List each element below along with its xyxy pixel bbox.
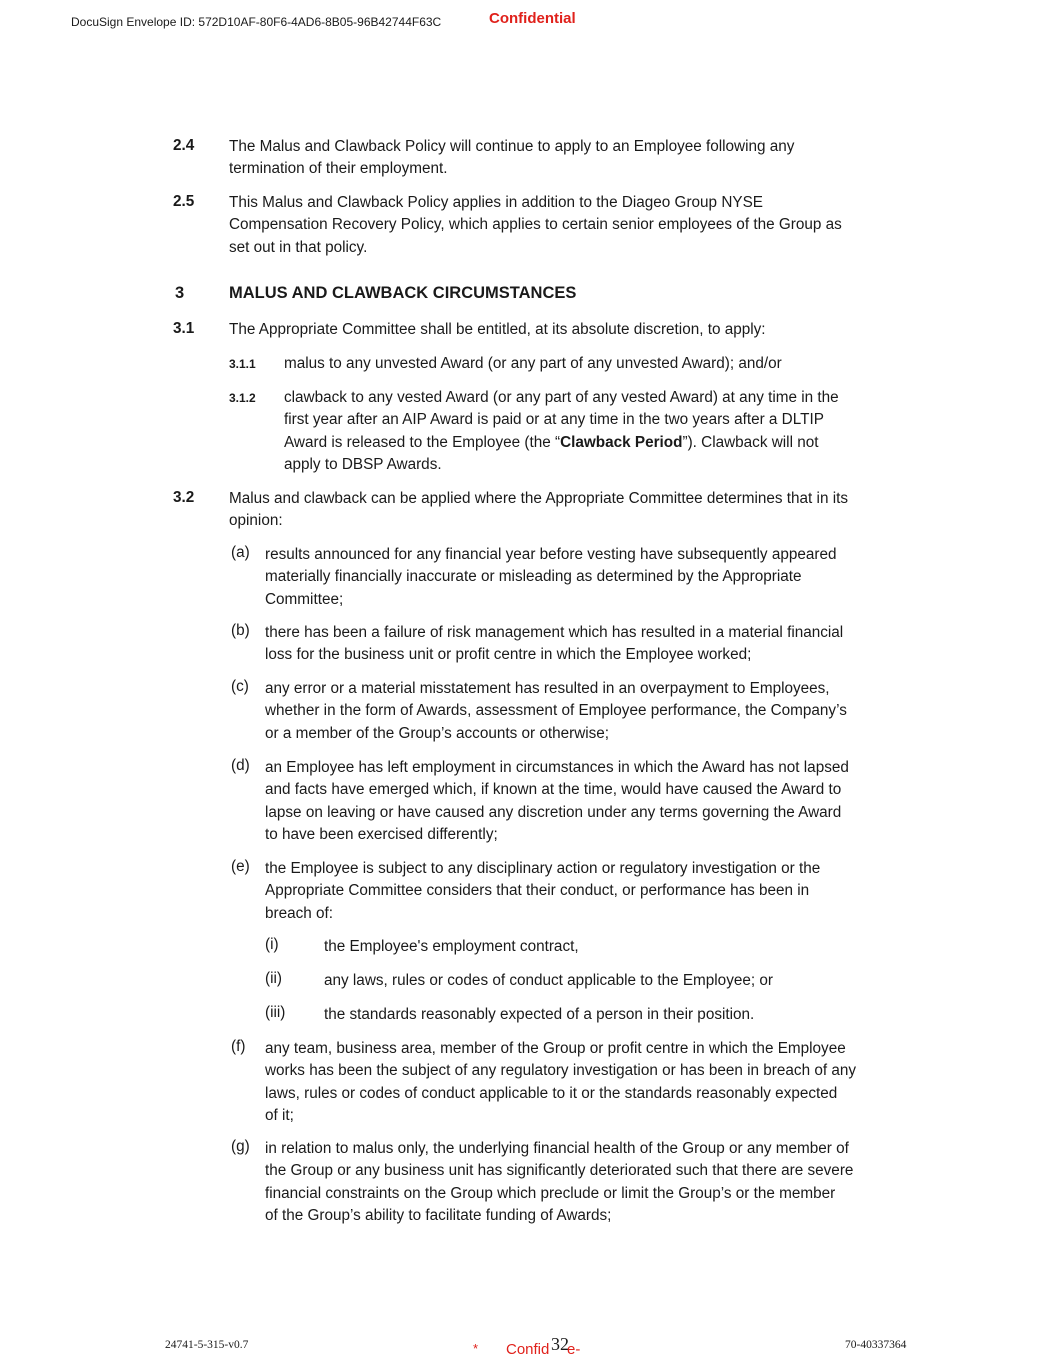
roman-label-ii: (ii)	[265, 970, 282, 987]
text-line: in relation to malus only, the underlying financial health of the Group or any member of	[265, 1140, 849, 1157]
roman-ii-text: any laws, rules or codes of conduct applicable to the Employee; or	[324, 972, 773, 989]
text-line: termination of their employment.	[229, 160, 448, 178]
text-line: materially financially inaccurate or misleading as determined by the Appropriate	[265, 568, 802, 586]
text-span: ”). Clawback will not	[682, 433, 819, 451]
envelope-id: DocuSign Envelope ID: 572D10AF-80F6-4AD6-8B05-96B42744F63C	[71, 15, 442, 29]
item-c-text	[265, 678, 847, 745]
section-number-3-1: 3.1	[173, 320, 195, 337]
item-f-text	[265, 1038, 856, 1128]
text-line: opinion:	[229, 512, 283, 530]
item-label-g: (g)	[231, 1138, 250, 1155]
text-line: apply to DBSP Awards.	[284, 456, 442, 474]
footer-confidential-suffix: e-	[567, 1341, 581, 1358]
confidential-label: Confidential	[489, 10, 576, 27]
section-3-2-text	[229, 488, 848, 533]
defined-term-clawback-period: Clawback Period	[560, 433, 683, 451]
page-number: 32	[551, 1334, 569, 1354]
item-b-text	[265, 622, 843, 667]
text-line: Compensation Recovery Policy, which applies to certain senior employees of the Group as	[229, 216, 842, 234]
text-line: of the Group’s ability to facilitate funding of Awards;	[265, 1207, 612, 1225]
item-label-e: (e)	[231, 858, 250, 875]
text-line: works has been the subject of any regulatory investigation or has been in breach of any	[265, 1062, 856, 1080]
section-3-1-2-text	[284, 387, 839, 477]
roman-i-text: the Employee's employment contract,	[324, 938, 579, 955]
section-number-3-2: 3.2	[173, 489, 195, 506]
section-number-2-5: 2.5	[173, 193, 195, 210]
section-2-4-text	[229, 136, 794, 181]
text-line: laws, rules or codes of conduct applicable to it or the standards reasonably expected	[265, 1084, 838, 1102]
text-line: The Malus and Clawback Policy will continue to apply to an Employee following any	[229, 138, 795, 155]
section-number-2-4: 2.4	[173, 137, 195, 154]
item-label-b: (b)	[231, 622, 250, 639]
text-line: whether in the form of Awards, assessment of Employee performance, the Company’s	[265, 702, 847, 720]
footer-right-ref: 70-40337364	[845, 1339, 907, 1351]
text-line: any team, business area, member of the Group or profit centre in which the Employee	[265, 1040, 846, 1057]
text-line: to have been exercised differently;	[265, 826, 498, 844]
text-line: breach of:	[265, 904, 334, 922]
text-line: financial constraints on the Group which preclude or limit the Group’s or the member	[265, 1184, 836, 1202]
text-line: results announced for any financial year before vesting have subsequently appeared	[265, 546, 837, 563]
text-line: This Malus and Clawback Policy applies in addition to the Diageo Group NYSE	[229, 194, 763, 211]
item-g-text	[265, 1138, 853, 1228]
section-3-1-text: The Appropriate Committee shall be entitled, at its absolute discretion, to apply:	[229, 321, 766, 338]
text-line: there has been a failure of risk management which has resulted in a material financial	[265, 624, 844, 641]
item-d-text	[265, 757, 849, 847]
text-line: Appropriate Committee considers that their conduct, or performance has been in	[265, 882, 810, 900]
footer-star: *	[473, 1341, 479, 1356]
footer-doc-ref: 24741-5-315-v0.7	[165, 1339, 249, 1351]
item-label-f: (f)	[231, 1038, 246, 1055]
text-line	[284, 432, 839, 454]
section-3-title: MALUS AND CLAWBACK CIRCUMSTANCES	[229, 284, 577, 302]
text-line: loss for the business unit or profit centre in which the Employee worked;	[265, 646, 752, 664]
section-number-3-1-1: 3.1.1	[229, 357, 256, 371]
text-line: clawback to any vested Award (or any part of any vested Award) at any time in the	[284, 389, 839, 406]
section-number-3-1-2: 3.1.2	[229, 391, 256, 405]
text-span: Award is released to the Employee (the “	[284, 433, 561, 451]
item-label-c: (c)	[231, 678, 249, 695]
section-2-5-text	[229, 192, 842, 259]
text-line: first year after an AIP Award is paid or at any time in the two years after a DLTIP	[284, 411, 824, 429]
text-line: the Employee is subject to any disciplinary action or regulatory investigation or the	[265, 860, 821, 877]
roman-label-iii: (iii)	[265, 1004, 286, 1021]
text-line: any error or a material misstatement has resulted in an overpayment to Employees,	[265, 680, 830, 697]
text-line: of it;	[265, 1107, 294, 1125]
text-line: an Employee has left employment in circumstances in which the Award has not lapsed	[265, 759, 849, 776]
item-label-a: (a)	[231, 544, 250, 561]
footer-confidential-stamp: Confid	[506, 1341, 550, 1358]
item-a-text	[265, 544, 836, 611]
text-line: set out in that policy.	[229, 238, 368, 256]
item-e-text	[265, 858, 820, 925]
text-line: Malus and clawback can be applied where the Appropriate Committee determines that in its	[229, 490, 849, 507]
text-line: or a member of the Group’s accounts or otherwise;	[265, 724, 610, 742]
roman-iii-text: the standards reasonably expected of a person in their position.	[324, 1006, 755, 1023]
section-number-3: 3	[175, 284, 185, 302]
item-label-d: (d)	[231, 757, 250, 774]
text-line: lapse on leaving or have caused any discretion under any terms governing the Award	[265, 803, 842, 821]
section-3-1-1-text: malus to any unvested Award (or any part of any unvested Award); and/or	[284, 355, 782, 372]
text-line: the Group or any business unit has significantly deteriorated such that there are severe	[265, 1162, 854, 1180]
text-line: and facts have emerged which, if known at the time, would have caused the Award to	[265, 781, 842, 799]
roman-label-i: (i)	[265, 936, 279, 953]
text-line: Committee;	[265, 590, 344, 608]
